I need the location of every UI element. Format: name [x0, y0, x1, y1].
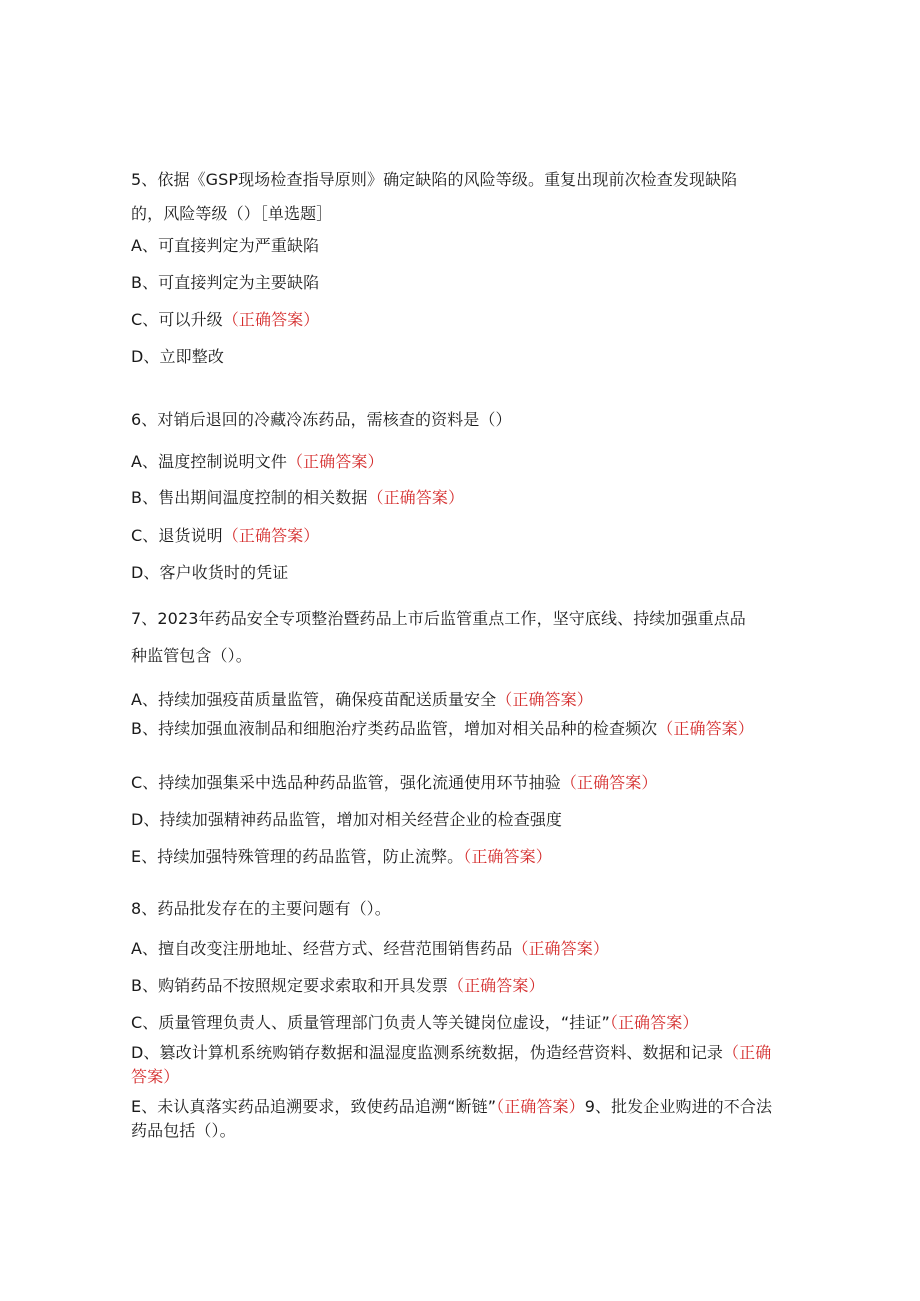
option-text: D、客户收货时的凭证: [131, 563, 289, 582]
question-8-stem: 8、药品批发存在的主要问题有（）。: [131, 899, 391, 918]
question-8-option-c: [131, 1011, 781, 1035]
correct-answer-mark: （正确答案）: [496, 690, 593, 709]
correct-answer-mark: （正确答案）: [463, 847, 552, 866]
option-text: A、温度控制说明文件: [131, 452, 287, 471]
option-text: B、购销药品不按照规定要求索取和开具发票: [131, 976, 448, 995]
question-5-stem-line-1: 5、依据《GSP现场检查指导原则》确定缺陷的风险等级。重复出现前次检查发现缺陷: [131, 170, 738, 189]
question-5-option-d: [131, 345, 781, 369]
correct-answer-mark: （正确答案）: [367, 488, 465, 507]
correct-answer-mark: （正确答案）: [222, 526, 320, 545]
correct-answer-mark: （正确答案）: [222, 310, 320, 329]
correct-answer-mark: （正确答案）: [512, 939, 609, 958]
option-text: D、立即整改: [131, 347, 224, 366]
correct-answer-mark: （正确答案）: [657, 719, 754, 738]
question-5-option-b: [131, 271, 781, 295]
question-8-option-b: [131, 974, 781, 998]
question-7-stem-line-1: 7、2023年药品安全专项整治暨药品上市后监管重点工作，坚守底线、持续加强重点品: [131, 609, 746, 628]
correct-answer-mark: （正确答案）: [286, 452, 384, 471]
correct-answer-mark: （正确答案）: [609, 1013, 699, 1032]
option-text: A、持续加强疫苗质量监管，确保疫苗配送质量安全: [131, 690, 497, 709]
question-7-stem-line-2: 种监管包含（）。: [131, 646, 252, 665]
option-text: B、售出期间温度控制的相关数据: [131, 488, 368, 507]
question-6-option-a: [131, 450, 781, 474]
option-text: E、未认真落实药品追溯要求，致使药品追溯“断链”: [131, 1097, 497, 1116]
option-text: A、可直接判定为严重缺陷: [131, 236, 320, 255]
question-6-stem: 6、对销后退回的冷藏冷冻药品，需核查的资料是（）: [131, 410, 512, 429]
correct-answer-mark: （正确答案）: [560, 773, 658, 792]
question-7-option-d: [131, 808, 781, 832]
option-text: B、可直接判定为主要缺陷: [131, 273, 320, 292]
correct-answer-mark: （正确答案）: [447, 976, 545, 995]
question-8-option-e: [131, 1095, 781, 1143]
correct-answer-mark: （正确答案）: [496, 1097, 585, 1116]
question-6-option-d: [131, 561, 781, 585]
question-8-option-a: [131, 937, 781, 961]
question-7-option-e: [131, 845, 781, 869]
question-6-option-c: [131, 524, 781, 548]
question-7-option-b: [131, 717, 781, 741]
correct-answer-mark: （正确答案）: [131, 1043, 772, 1086]
option-text: C、退货说明: [131, 526, 223, 545]
question-7-option-c: [131, 771, 781, 795]
question-5-option-c: [131, 308, 781, 332]
question-7-option-a: [131, 688, 781, 712]
option-text: D、篡改计算机系统购销存数据和温湿度监测系统数据，伪造经营资料、数据和记录: [131, 1043, 724, 1062]
option-text: C、质量管理负责人、质量管理部门负责人等关键岗位虚设，“挂证”: [131, 1013, 610, 1032]
question-9-stem: 9、批发企业购进的不合法药品包括（）。: [131, 1097, 773, 1140]
option-text: C、可以升级: [131, 310, 223, 329]
option-text: B、持续加强血液制品和细胞治疗类药品监管，增加对相关品种的检查频次: [131, 719, 658, 738]
option-text: D、持续加强精神药品监管，增加对相关经营企业的检查强度: [131, 810, 563, 829]
question-5-option-a: [131, 234, 781, 258]
question-6-option-b: [131, 486, 781, 510]
option-text: A、擅自改变注册地址、经营方式、经营范围销售药品: [131, 939, 513, 958]
question-5-stem-line-2: 的，风险等级（）［单选题］: [131, 204, 333, 223]
question-8-option-d: [131, 1041, 781, 1089]
option-text: C、持续加强集采中选品种药品监管，强化流通使用环节抽验: [131, 773, 561, 792]
option-text: E、持续加强特殊管理的药品监管，防止流弊。: [131, 847, 464, 866]
